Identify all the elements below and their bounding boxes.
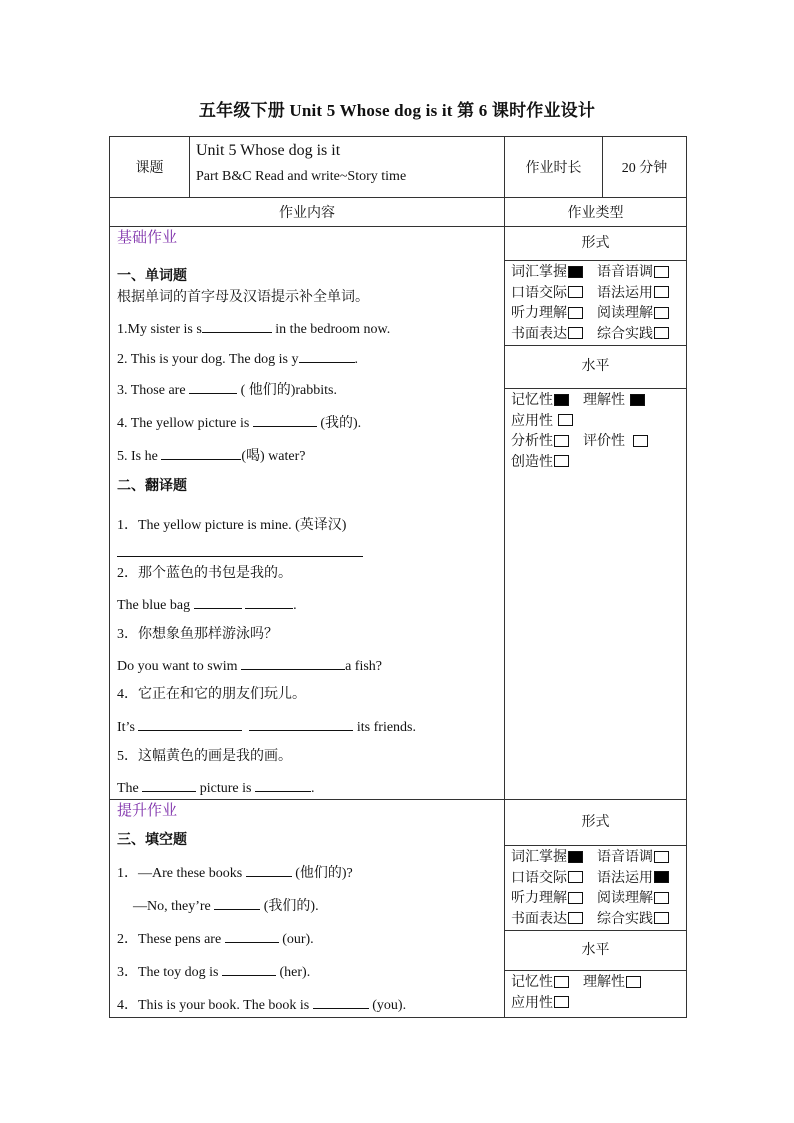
- checkbox[interactable]: [554, 435, 569, 447]
- checkbox-item: 词汇掌握: [511, 848, 597, 869]
- basic-form-label: 形式: [505, 227, 686, 261]
- sec1-instruction: 根据单词的首字母及汉语提示补全单词。: [117, 290, 369, 305]
- level-row: [511, 453, 686, 474]
- sec2-q3: 3．你想象鱼那样游泳吗？: [117, 627, 278, 642]
- checkbox-item: 口语交际: [511, 869, 597, 890]
- answer-blank[interactable]: [249, 716, 353, 731]
- sec2-q5-answer: The picture is .: [117, 777, 504, 799]
- advanced-type-cell: [505, 800, 687, 1018]
- checkbox-item: 分析性: [511, 432, 583, 453]
- sec3-q1b: —No, they’re (我们的).: [117, 895, 504, 917]
- checkbox-item: 听力理解: [511, 304, 597, 325]
- advanced-level-checkboxes: [505, 971, 686, 1014]
- checkbox[interactable]: [654, 286, 669, 298]
- sec3-q3: 3．The toy dog is (her).: [117, 961, 504, 983]
- checkbox-item: 语法运用: [597, 284, 683, 305]
- checkbox[interactable]: [568, 871, 583, 883]
- checkbox-item: 理解性: [583, 973, 641, 994]
- checkbox-item: 阅读理解: [597, 304, 683, 325]
- checkbox-item: 综合实践: [597, 910, 683, 931]
- checkbox[interactable]: [554, 996, 569, 1008]
- answer-blank[interactable]: [214, 895, 260, 910]
- answer-blank[interactable]: [202, 318, 272, 333]
- form-row: [511, 848, 686, 869]
- basic-label: 基础作业: [117, 230, 178, 246]
- checkbox[interactable]: [568, 851, 583, 863]
- advanced-level-label: 水平: [505, 931, 686, 971]
- answer-blank[interactable]: [225, 928, 279, 943]
- sec2-q1: 1．The yellow picture is mine. (英译汉): [117, 518, 347, 533]
- advanced-row: [110, 800, 687, 1018]
- form-row: [511, 910, 686, 931]
- basic-level-label: 水平: [505, 346, 686, 389]
- form-row: [511, 284, 686, 305]
- checkbox-item: 综合实践: [597, 325, 683, 346]
- unit-part: Part B&C Read and write~Story time: [196, 169, 407, 184]
- checkbox-item: 语法运用: [597, 869, 683, 890]
- answer-line[interactable]: [117, 548, 363, 557]
- checkbox[interactable]: [568, 912, 583, 924]
- checkbox[interactable]: [630, 394, 645, 406]
- basic-row: [110, 227, 687, 800]
- level-row: [511, 994, 686, 1015]
- sec3-title: 三、填空题: [117, 833, 187, 848]
- sec2-q4: 4．它正在和它的朋友们玩儿。: [117, 687, 306, 702]
- sec2-q5: 5．这幅黄色的画是我的画。: [117, 749, 292, 764]
- answer-blank[interactable]: [138, 716, 242, 731]
- checkbox[interactable]: [654, 912, 669, 924]
- checkbox[interactable]: [554, 976, 569, 988]
- topic-label: 课题: [110, 137, 190, 198]
- form-row: [511, 889, 686, 910]
- advanced-form-checkboxes: [505, 846, 686, 931]
- page-title: 五年级下册 Unit 5 Whose dog is it 第 6 课时作业设计: [198, 101, 596, 120]
- column-header-row: [110, 198, 687, 227]
- advanced-label: 提升作业: [117, 803, 178, 819]
- duration-value: 20 分钟: [603, 137, 687, 198]
- checkbox[interactable]: [554, 455, 569, 467]
- answer-blank[interactable]: [313, 994, 369, 1009]
- sec2-q4-answer: It’s its friends.: [117, 716, 504, 738]
- checkbox-item: 阅读理解: [597, 889, 683, 910]
- level-row: [511, 391, 686, 412]
- answer-blank[interactable]: [241, 655, 345, 670]
- checkbox-item: 评价性: [583, 432, 648, 453]
- basic-content: [110, 227, 505, 800]
- sec2-q2: 2．那个蓝色的书包是我的。: [117, 566, 292, 581]
- advanced-content: [110, 800, 505, 1018]
- answer-blank[interactable]: [142, 777, 196, 792]
- answer-blank[interactable]: [245, 594, 293, 609]
- checkbox-item: 记忆性: [511, 973, 583, 994]
- answer-blank[interactable]: [299, 348, 355, 363]
- checkbox[interactable]: [568, 327, 583, 339]
- answer-blank[interactable]: [222, 961, 276, 976]
- form-row: [511, 869, 686, 890]
- checkbox[interactable]: [654, 327, 669, 339]
- checkbox[interactable]: [568, 266, 583, 278]
- sec3-q4: 4．This is your book. The book is (you).: [117, 994, 504, 1016]
- checkbox-item: 书面表达: [511, 325, 597, 346]
- sec1-item-4: 4. The yellow picture is (我的).: [117, 412, 504, 434]
- checkbox[interactable]: [654, 851, 669, 863]
- answer-blank[interactable]: [189, 379, 237, 394]
- checkbox[interactable]: [633, 435, 648, 447]
- homework-table: [109, 136, 687, 1018]
- advanced-form-label: 形式: [505, 800, 686, 846]
- level-row: [511, 412, 686, 433]
- topic-cell: [190, 137, 505, 198]
- form-row: [511, 325, 686, 346]
- checkbox[interactable]: [654, 266, 669, 278]
- sec1-title: 一、单词题: [117, 269, 187, 284]
- checkbox-item: 应用性: [511, 412, 573, 433]
- content-label: 作业内容: [110, 198, 505, 227]
- basic-type-cell: [505, 227, 687, 800]
- checkbox-item: 应用性: [511, 994, 569, 1015]
- basic-level-checkboxes: [505, 389, 686, 473]
- checkbox-item: 口语交际: [511, 284, 597, 305]
- checkbox[interactable]: [654, 307, 669, 319]
- sec3-q1: 1．—Are these books (他们的)?: [117, 862, 504, 884]
- answer-blank[interactable]: [246, 862, 292, 877]
- type-label: 作业类型: [505, 198, 687, 227]
- checkbox-item: 书面表达: [511, 910, 597, 931]
- checkbox-item: 听力理解: [511, 889, 597, 910]
- checkbox-item: 语音语调: [597, 263, 683, 284]
- duration-label: 作业时长: [505, 137, 603, 198]
- sec2-q2-answer: The blue bag .: [117, 594, 504, 616]
- level-row: [511, 432, 686, 453]
- form-row: [511, 304, 686, 325]
- checkbox[interactable]: [558, 414, 573, 426]
- sec1-item-5: 5. Is he (喝) water?: [117, 445, 504, 467]
- checkbox-item: 记忆性: [511, 391, 583, 412]
- checkbox-item: 理解性: [583, 391, 645, 412]
- unit-title: Unit 5 Whose dog is it: [196, 142, 341, 159]
- header-row: [110, 137, 687, 198]
- checkbox[interactable]: [626, 976, 641, 988]
- checkbox-item: 语音语调: [597, 848, 683, 869]
- answer-blank[interactable]: [161, 445, 241, 460]
- checkbox[interactable]: [568, 286, 583, 298]
- sec2-title: 二、翻译题: [117, 479, 187, 494]
- checkbox[interactable]: [654, 892, 669, 904]
- answer-blank[interactable]: [253, 412, 317, 427]
- sec1-item-2: 2. This is your dog. The dog is y .: [117, 348, 504, 370]
- level-row: [511, 973, 686, 994]
- sec1-item-1: 1.My sister is s in the bedroom now.: [117, 318, 504, 340]
- answer-blank[interactable]: [255, 777, 311, 792]
- checkbox[interactable]: [554, 394, 569, 406]
- checkbox-item: 词汇掌握: [511, 263, 597, 284]
- checkbox-item: 创造性: [511, 453, 569, 474]
- checkbox[interactable]: [568, 307, 583, 319]
- sec2-q3-answer: Do you want to swim a fish?: [117, 655, 504, 677]
- sec1-item-3: 3. Those are ( 他们的)rabbits.: [117, 379, 504, 401]
- sec3-q2: 2．These pens are (our).: [117, 928, 504, 950]
- form-row: [511, 263, 686, 284]
- answer-blank[interactable]: [194, 594, 242, 609]
- basic-form-checkboxes: [505, 261, 686, 346]
- checkbox[interactable]: [654, 871, 669, 883]
- checkbox[interactable]: [568, 892, 583, 904]
